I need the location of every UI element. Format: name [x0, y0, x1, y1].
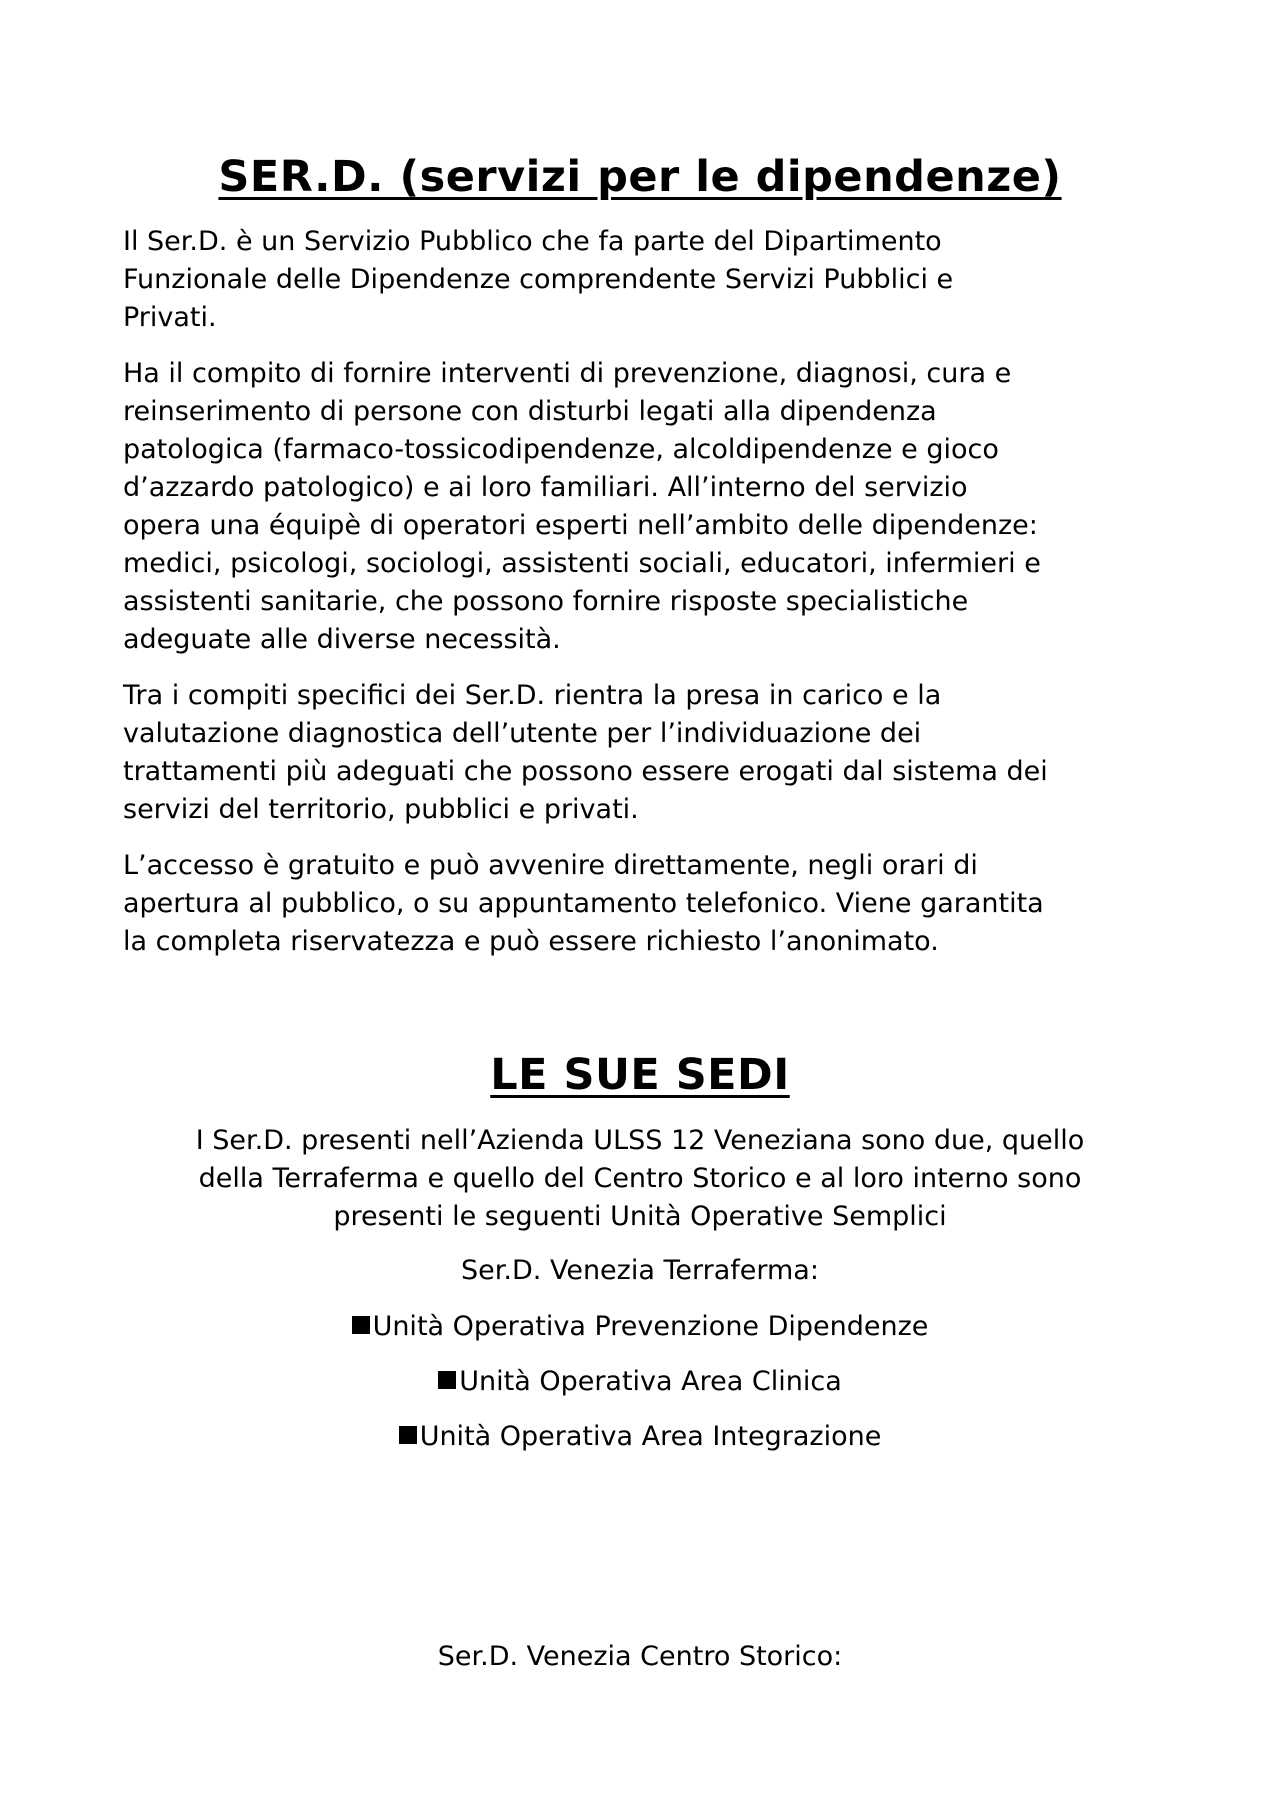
paragraph-compiti: Ha il compito di fornire interventi di prevenzione, diagnosi, cura e reinserimento di persone con disturbi legati alla dipendenza patologica (farmaco-tossicodipendenze, alcoldipendenze e gioco d’azzardo patologico) e ai loro familiari. All’interno del servizio opera una équipè di operatori esperti nell’ambito delle dipendenze: medici, psicologi, sociologi, assistenti sociali, educatori, infermieri e assistenti sanitarie, che possono fornire risposte specialistiche adeguate alle diverse necessità. [123, 358, 1041, 655]
list-item-label: Unità Operativa Area Clinica [459, 1366, 842, 1397]
square-bullet-icon [438, 1371, 456, 1389]
list-item [0, 1308, 1280, 1346]
paragraph-accesso: L’accesso è gratuito e può avvenire direttamente, negli orari di apertura al pubblico, o su appuntamento telefonico. Viene garantita la completa riservatezza e può essere richiesto l’anonimato. [123, 850, 1044, 957]
list-item-label: Unità Operativa Prevenzione Dipendenze [372, 1311, 929, 1342]
square-bullet-icon [399, 1426, 417, 1444]
terraferma-label: Ser.D. Venezia Terraferma: [461, 1255, 819, 1286]
list-item-label: Unità Operativa Area Integrazione [419, 1421, 882, 1452]
paragraph-intro: Il Ser.D. è un Servizio Pubblico che fa parte del Dipartimento Funzionale delle Dipendenze comprendente Servizi Pubblici e Privati. [123, 226, 954, 333]
square-bullet-icon [352, 1316, 370, 1334]
page-title: SER.D. (servizi per le dipendenze) [218, 152, 1062, 202]
section-title-sedi: LE SUE SEDI [490, 1050, 790, 1100]
centro-storico-label: Ser.D. Venezia Centro Storico: [437, 1641, 843, 1672]
list-item [0, 1363, 1280, 1401]
paragraph-compiti-specifici: Tra i compiti specifici dei Ser.D. rientra la presa in carico e la valutazione diagnostica dell’utente per l’individuazione dei trattamenti più adeguati che possono essere erogati dal sistema dei servizi del territorio, pubblici e privati. [123, 680, 1048, 825]
sedi-intro: I Ser.D. presenti nell’Azienda ULSS 12 Veneziana sono due, quello della Terraferma e quello del Centro Storico e al loro interno sono presenti le seguenti Unità Operative Semplici [195, 1125, 1085, 1232]
list-item [0, 1418, 1280, 1456]
